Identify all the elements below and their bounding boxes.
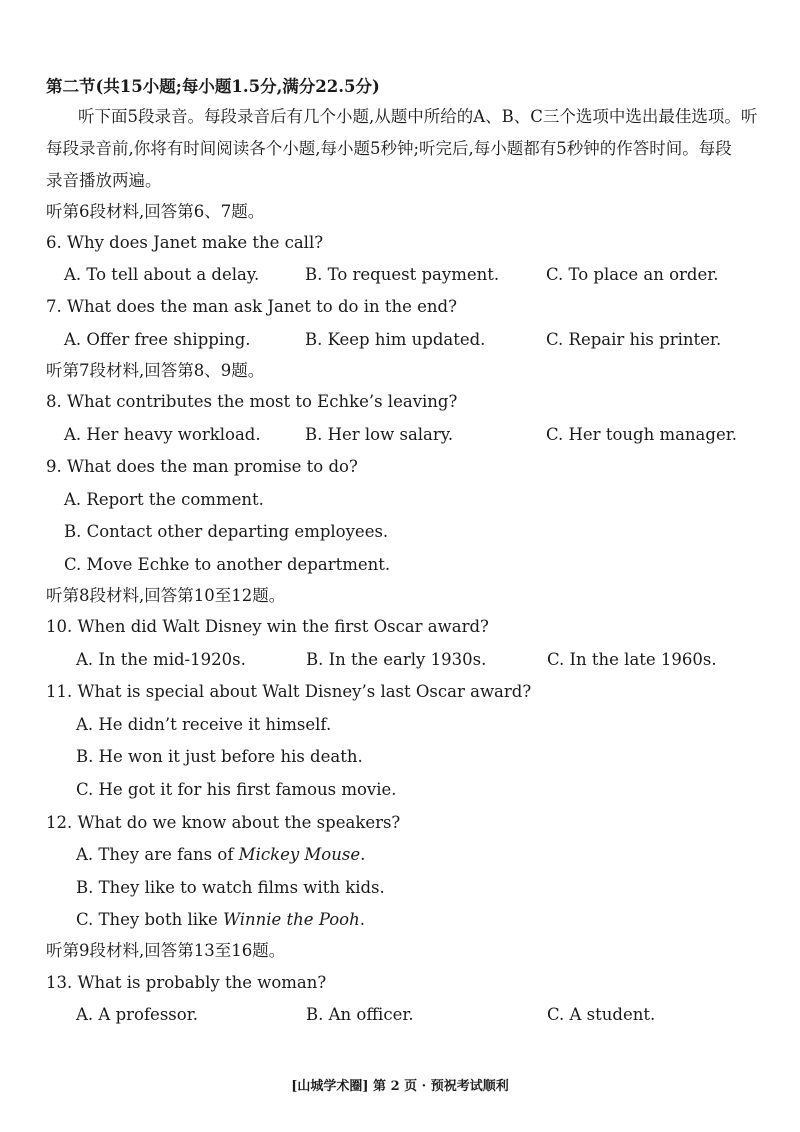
instruction-line-1: 听下面5段录音。每段录音后有几个小题,从题中所给的A、B、C三个选项中选出最佳选项。听	[78, 107, 758, 126]
option-c: C. A student.	[547, 1005, 656, 1024]
film-title: Winnie the Pooh	[223, 910, 360, 929]
option-b: B. Keep him updated.	[305, 330, 486, 349]
section-heading: 第二节(共15小题;每小题1.5分,满分22.5分)	[46, 77, 380, 96]
option-c: C. To place an order.	[546, 265, 719, 284]
question-11-option-a: A. He didn’t receive it himself.	[76, 715, 332, 734]
question-9-option-c: C. Move Echke to another department.	[64, 555, 391, 574]
option-suffix: .	[360, 845, 366, 864]
question-12-option-a	[76, 844, 365, 866]
question-12-stem: 12. What do we know about the speakers?	[46, 813, 401, 832]
group-label-8: 听第8段材料,回答第10至12题。	[46, 586, 286, 605]
film-title: Mickey Mouse	[238, 845, 361, 864]
question-9-option-b: B. Contact other departing employees.	[64, 522, 389, 541]
group-label-6: 听第6段材料,回答第6、7题。	[46, 202, 265, 221]
question-11-stem: 11. What is special about Walt Disney’s last Oscar award?	[46, 682, 532, 701]
question-9-stem: 9. What does the man promise to do?	[46, 457, 358, 476]
question-9-option-a: A. Report the comment.	[64, 490, 264, 509]
question-13-stem: 13. What is probably the woman?	[46, 973, 327, 992]
option-b: B. An officer.	[306, 1005, 414, 1024]
question-6-stem: 6. Why does Janet make the call?	[46, 233, 324, 252]
option-a: A. To tell about a delay.	[64, 265, 260, 284]
option-a: A. Her heavy workload.	[64, 425, 261, 444]
option-prefix: C. They both like	[76, 910, 224, 929]
group-label-7: 听第7段材料,回答第8、9题。	[46, 361, 265, 380]
option-a: A. In the mid-1920s.	[76, 650, 246, 669]
group-label-9: 听第9段材料,回答第13至16题。	[46, 941, 286, 960]
option-suffix: .	[359, 910, 365, 929]
question-8-stem: 8. What contributes the most to Echke’s leaving?	[46, 392, 458, 411]
question-12-option-c	[76, 909, 365, 931]
option-b: B. Her low salary.	[305, 425, 454, 444]
question-7-stem: 7. What does the man ask Janet to do in the end?	[46, 297, 457, 316]
option-c: C. In the late 1960s.	[547, 650, 717, 669]
option-prefix: A. They are fans of	[76, 845, 239, 864]
instruction-line-3: 录音播放两遍。	[46, 171, 162, 190]
option-c: C. Her tough manager.	[546, 425, 738, 444]
page-footer: [山城学术圈] 第 2 页 · 预祝考试顺利	[291, 1079, 509, 1094]
option-a: A. A professor.	[76, 1005, 199, 1024]
question-11-option-b: B. He won it just before his death.	[76, 747, 363, 766]
option-b: B. In the early 1930s.	[306, 650, 487, 669]
question-12-option-b: B. They like to watch films with kids.	[76, 878, 385, 897]
option-b: B. To request payment.	[305, 265, 500, 284]
option-a: A. Offer free shipping.	[64, 330, 251, 349]
option-c: C. Repair his printer.	[546, 330, 722, 349]
instruction-line-2: 每段录音前,你将有时间阅读各个小题,每小题5秒钟;听完后,每小题都有5秒钟的作答时间。每段	[46, 139, 732, 158]
question-10-stem: 10. When did Walt Disney win the first Oscar award?	[46, 617, 489, 636]
question-11-option-c: C. He got it for his first famous movie.	[76, 780, 397, 799]
